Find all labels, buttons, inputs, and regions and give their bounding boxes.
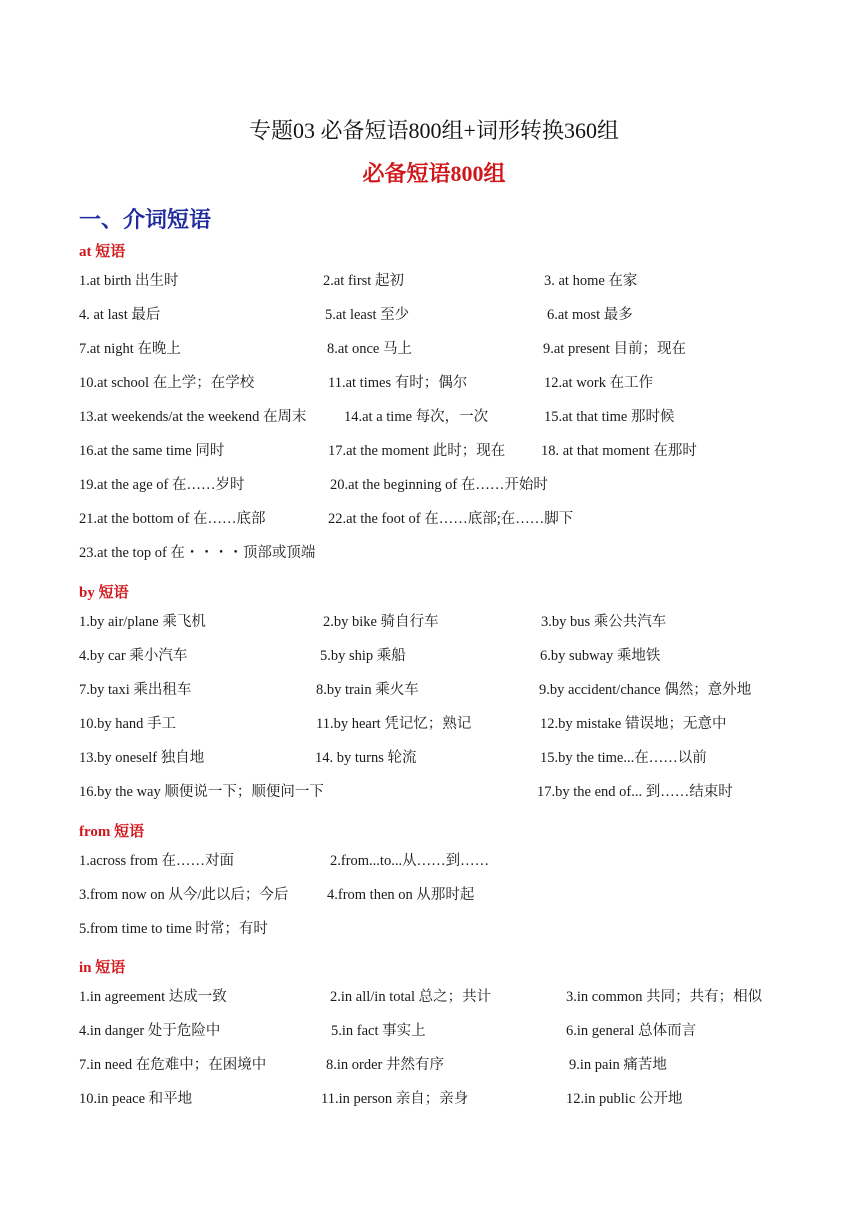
phrase-item: 9.by accident/chance 偶然；意外地 — [539, 682, 752, 698]
phrase-item: 6.by subway 乘地铁 — [540, 648, 661, 664]
phrase-item: 15.at that time 那时候 — [544, 409, 675, 425]
phrase-item: 12.in public 公开地 — [566, 1091, 683, 1107]
phrase-row — [0, 474, 868, 496]
phrase-row — [0, 850, 868, 872]
phrase-row — [0, 747, 868, 769]
phrase-item: 20.at the beginning of 在……开始时 — [330, 477, 548, 493]
phrase-row — [0, 508, 868, 530]
phrase-row — [0, 645, 868, 667]
phrase-item: 6.at most 最多 — [547, 307, 633, 323]
phrase-item: 7.at night 在晚上 — [79, 341, 181, 357]
phrase-row — [0, 884, 868, 906]
phrase-item: 5.at least 至少 — [325, 307, 410, 323]
phrase-item: 1.across from 在……对面 — [79, 853, 235, 869]
phrase-item: 1.by air/plane 乘飞机 — [79, 614, 206, 630]
phrase-row — [0, 542, 868, 564]
phrase-item: 9.at present 目前；现在 — [543, 341, 686, 357]
phrase-item: 18. at that moment 在那时 — [541, 443, 697, 459]
phrase-item: 11.in person 亲自；亲身 — [321, 1091, 469, 1107]
phrase-item: 1.in agreement 达成一致 — [79, 989, 227, 1005]
phrase-item: 8.in order 井然有序 — [326, 1057, 444, 1073]
phrase-item: 22.at the foot of 在……底部;在……脚下 — [328, 511, 574, 527]
phrase-item: 13.by oneself 独自地 — [79, 750, 205, 766]
phrase-item: 4.by car 乘小汽车 — [79, 648, 188, 664]
phrase-item: 16.by the way 顺便说一下；顺便问一下 — [79, 784, 324, 800]
phrase-item: 23.at the top of 在・・・・顶部或顶端 — [79, 545, 316, 561]
phrase-item: 14. by turns 轮流 — [315, 750, 417, 766]
phrase-row — [0, 1020, 868, 1042]
phrase-item: 3.in common 共同；共有；相似 — [566, 989, 763, 1005]
section-heading: 一、介词短语 — [79, 208, 212, 233]
phrase-item: 5.in fact 事实上 — [331, 1023, 426, 1039]
phrase-item: 8.by train 乘火车 — [316, 682, 419, 698]
phrase-item: 3. at home 在家 — [544, 273, 638, 289]
phrase-item: 13.at weekends/at the weekend 在周末 — [79, 409, 307, 425]
phrase-row — [0, 611, 868, 633]
phrase-item: 5.by ship 乘船 — [320, 648, 406, 664]
phrase-row — [0, 679, 868, 701]
phrase-item: 9.in pain 痛苦地 — [569, 1057, 667, 1073]
phrase-row — [0, 304, 868, 326]
phrase-item: 10.by hand 手工 — [79, 716, 177, 732]
phrase-item: 3.from now on 从今/此以后；今后 — [79, 887, 289, 903]
phrase-row — [0, 713, 868, 735]
phrase-item: 17.at the moment 此时；现在 — [328, 443, 506, 459]
phrase-item: 12.by mistake 错误地；无意中 — [540, 716, 727, 732]
phrase-row — [0, 406, 868, 428]
group-heading: from 短语 — [79, 824, 145, 840]
phrase-row — [0, 1054, 868, 1076]
phrase-item: 19.at the age of 在……岁时 — [79, 477, 245, 493]
phrase-item: 4.from then on 从那时起 — [327, 887, 475, 903]
phrase-item: 2.in all/in total 总之；共计 — [330, 989, 492, 1005]
phrase-item: 11.at times 有时；偶尔 — [328, 375, 468, 391]
phrase-item: 17.by the end of... 到……结束时 — [537, 784, 733, 800]
phrase-item: 15.by the time...在……以前 — [540, 750, 707, 766]
phrase-item: 11.by heart 凭记忆；熟记 — [316, 716, 472, 732]
phrase-item: 5.from time to time 时常；有时 — [79, 921, 268, 937]
phrase-item: 10.at school 在上学；在学校 — [79, 375, 255, 391]
phrase-row — [0, 781, 868, 803]
phrase-item: 10.in peace 和平地 — [79, 1091, 193, 1107]
phrase-item: 4.in danger 处于危险中 — [79, 1023, 221, 1039]
phrase-row — [0, 440, 868, 462]
phrase-row — [0, 986, 868, 1008]
phrase-item: 12.at work 在工作 — [544, 375, 654, 391]
phrase-item: 21.at the bottom of 在……底部 — [79, 511, 266, 527]
phrase-item: 6.in general 总体而言 — [566, 1023, 697, 1039]
phrase-item: 2.by bike 骑自行车 — [323, 614, 439, 630]
phrase-row — [0, 338, 868, 360]
phrase-row — [0, 918, 868, 940]
phrase-item: 7.by taxi 乘出租车 — [79, 682, 192, 698]
group-heading: at 短语 — [79, 244, 126, 260]
phrase-item: 3.by bus 乘公共汽车 — [541, 614, 667, 630]
group-heading: by 短语 — [79, 585, 129, 601]
phrase-row — [0, 1088, 868, 1110]
phrase-item: 14.at a time 每次，一次 — [344, 409, 489, 425]
phrase-row — [0, 270, 868, 292]
document-title: 专题03 必备短语800组+词形转换360组 — [249, 118, 619, 143]
phrase-item: 4. at last 最后 — [79, 307, 161, 323]
phrase-item: 2.from...to...从……到…… — [330, 853, 490, 869]
phrase-item: 1.at birth 出生时 — [79, 273, 179, 289]
phrase-item: 7.in need 在危难中；在困境中 — [79, 1057, 267, 1073]
phrase-item: 2.at first 起初 — [323, 273, 404, 289]
phrase-row — [0, 372, 868, 394]
document-subtitle: 必备短语800组 — [362, 161, 506, 186]
phrase-item: 16.at the same time 同时 — [79, 443, 225, 459]
phrase-item: 8.at once 马上 — [327, 341, 412, 357]
group-heading: in 短语 — [79, 960, 126, 976]
